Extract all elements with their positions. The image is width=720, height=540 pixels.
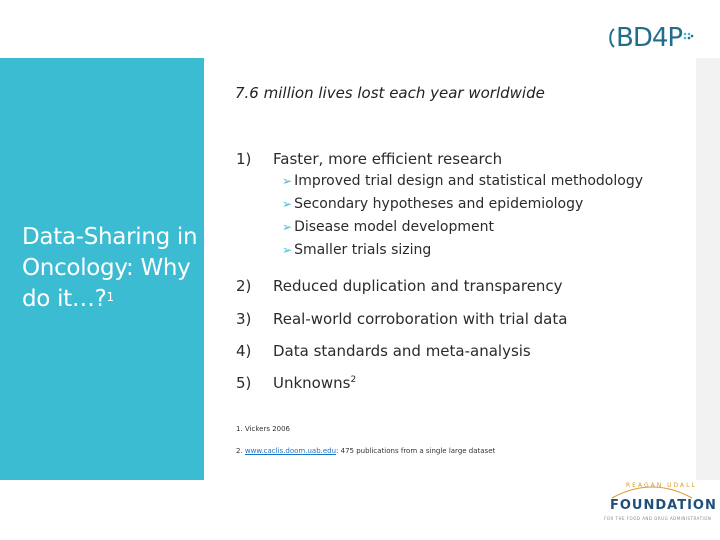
sub-item-4 bbox=[282, 242, 431, 258]
footnote-1: 1. Vickers 2006 bbox=[236, 425, 291, 433]
foundation-top-text: REAGAN UDALL bbox=[626, 482, 697, 489]
bd4p-logo-text: BD4P bbox=[616, 23, 683, 53]
sub-item-label: Smaller trials sizing bbox=[294, 242, 432, 258]
footnote-2 bbox=[236, 447, 495, 455]
sub-item-label: Improved trial design and statistical methodology bbox=[294, 173, 643, 189]
foundation-subtitle: FOR THE FOOD AND DRUG ADMINISTRATION bbox=[604, 516, 712, 521]
sub-item-label: Disease model development bbox=[294, 219, 494, 235]
bullet-arrow-icon: ➢ bbox=[282, 197, 293, 211]
sub-item-label: Secondary hypotheses and epidemiology bbox=[294, 196, 584, 212]
footnote-2-prefix: 2. bbox=[236, 447, 245, 455]
list-item-label: Real-world corroboration with trial data bbox=[273, 310, 568, 328]
bullet-arrow-icon: ➢ bbox=[282, 220, 293, 234]
list-item-label: Reduced duplication and transparency bbox=[273, 277, 563, 295]
sub-item-2 bbox=[282, 196, 583, 212]
bd4p-logo-dots-icon bbox=[682, 31, 694, 45]
list-item-1 bbox=[236, 150, 502, 168]
sub-item-3 bbox=[282, 219, 494, 235]
list-item-label: Faster, more efficient research bbox=[273, 150, 503, 168]
footnote-2-link[interactable]: www.caclis.doom.uab.edu bbox=[244, 447, 337, 455]
list-item-label: Data standards and meta-analysis bbox=[273, 342, 531, 360]
slide-title-footnote: 1 bbox=[106, 290, 114, 304]
list-item-number: 3) bbox=[236, 310, 252, 328]
list-item-label: Unknowns bbox=[273, 374, 351, 392]
bullet-arrow-icon: ➢ bbox=[282, 243, 293, 257]
list-item-5 bbox=[236, 374, 356, 392]
bd4p-logo-mark-icon bbox=[608, 27, 616, 49]
slide-title-text: Data-Sharing in Oncology: Why do it…? bbox=[22, 224, 198, 312]
foundation-name: FOUNDATION bbox=[610, 498, 717, 513]
list-item-footnote: 2 bbox=[350, 375, 357, 385]
footnote-2-text: : 475 publications from a single large dataset bbox=[336, 447, 496, 455]
list-item-number: 4) bbox=[236, 342, 252, 360]
sub-item-1 bbox=[282, 173, 643, 189]
bullet-arrow-icon: ➢ bbox=[282, 174, 293, 188]
right-edge-panel bbox=[696, 58, 720, 480]
foundation-logo bbox=[604, 478, 717, 528]
list-item-number: 5) bbox=[236, 374, 252, 392]
bd4p-logo bbox=[608, 24, 694, 52]
list-item-2 bbox=[236, 277, 563, 295]
headline: 7.6 million lives lost each year worldwide bbox=[235, 84, 545, 102]
list-item-number: 1) bbox=[236, 150, 252, 168]
list-item-number: 2) bbox=[236, 277, 252, 295]
list-item-4 bbox=[236, 342, 531, 360]
list-item-3 bbox=[236, 310, 567, 328]
slide-title bbox=[22, 222, 202, 315]
